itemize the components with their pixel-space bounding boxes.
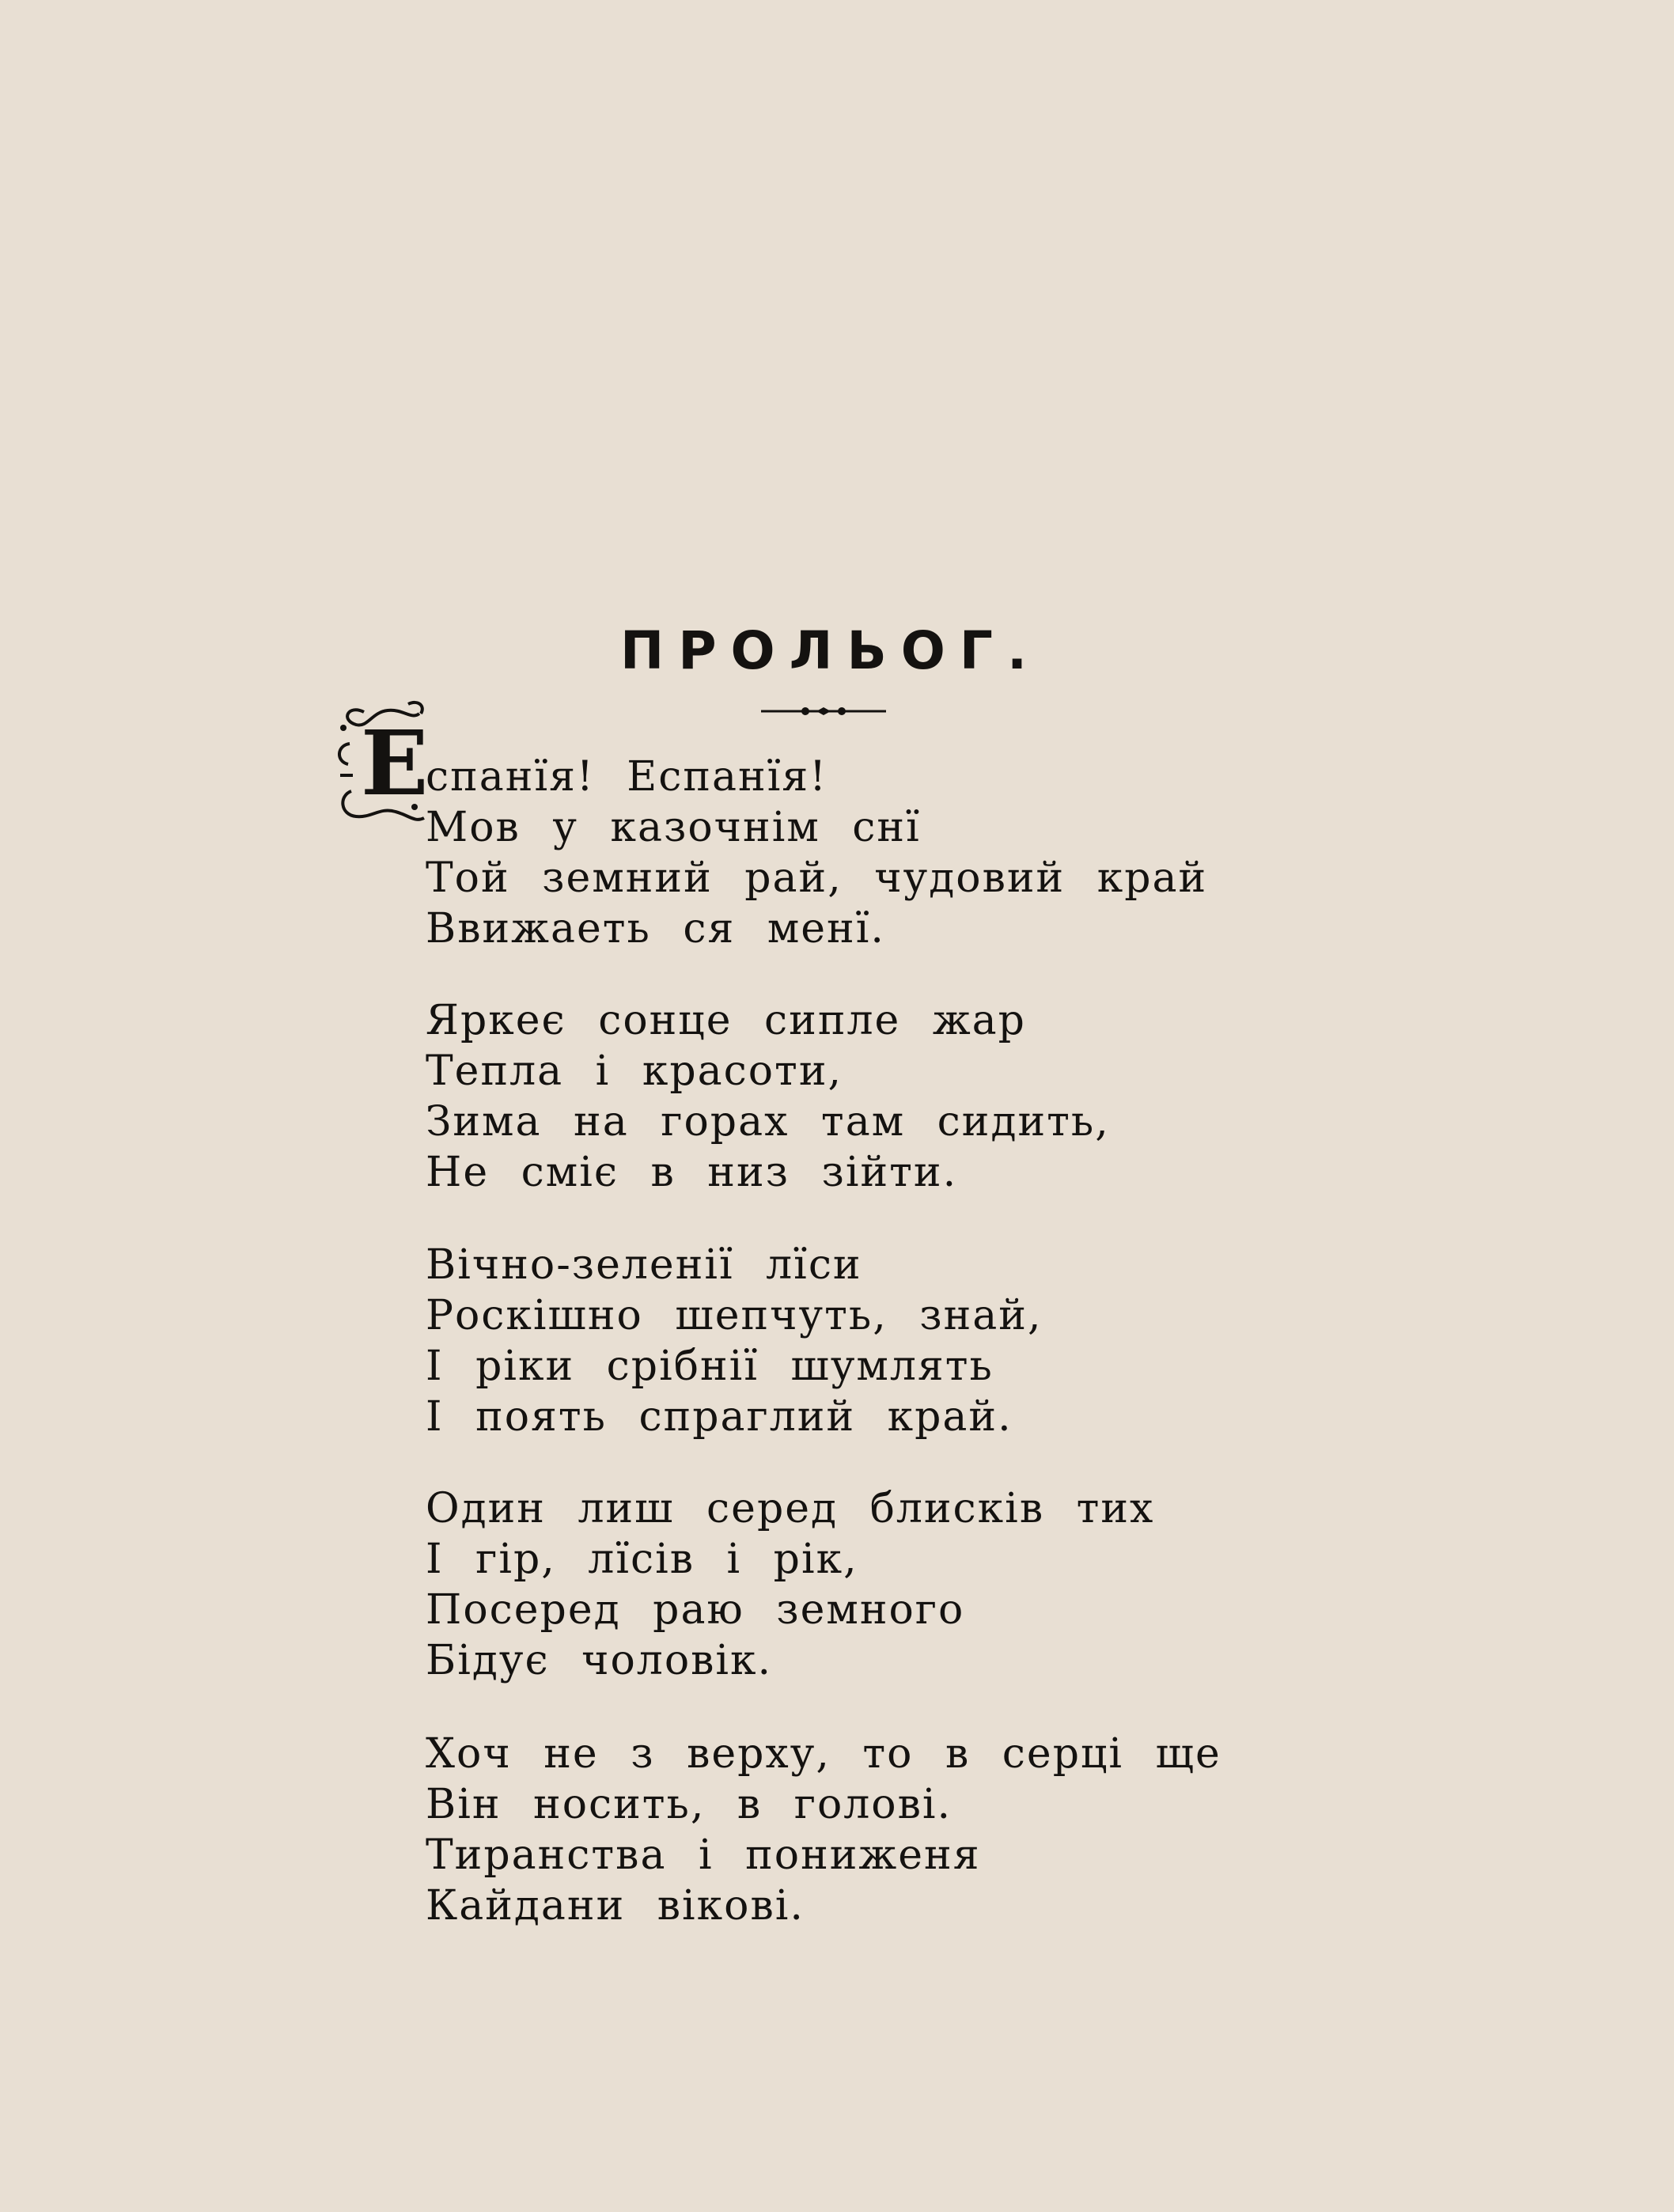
verse-line: Зима на горах там сидить, bbox=[426, 1098, 1110, 1146]
verse-line: Кайдани вікові. bbox=[426, 1882, 805, 1930]
verse-line: Роскішно шепчуть, знай, bbox=[426, 1292, 1043, 1339]
page-title: ПРОЛЬОГ. bbox=[619, 620, 1042, 681]
verse-line: І ріки срібнії шумлять bbox=[426, 1343, 994, 1390]
verse-line: Не сміє в низ зійти. bbox=[426, 1149, 958, 1196]
stanza-3 bbox=[426, 1240, 1042, 1442]
verse-line: Ввижаеть ся менї. bbox=[426, 905, 885, 953]
verse-line: Тепла і красоти, bbox=[426, 1047, 843, 1095]
title-ornament-rule bbox=[761, 706, 886, 716]
stanza-5 bbox=[426, 1729, 1221, 1931]
stanza-4 bbox=[426, 1483, 1154, 1686]
verse-line: спанїя! Еспанїя! bbox=[426, 753, 828, 801]
verse-line: Вічно-зеленії лїси bbox=[426, 1241, 862, 1289]
dropcap-letter: Е bbox=[361, 712, 429, 816]
stanza-1 bbox=[426, 752, 1207, 954]
decorative-dropcap bbox=[332, 696, 429, 831]
verse-line: Він носить, в голові. bbox=[426, 1781, 953, 1828]
verse-line: Той земний рай, чудовий край bbox=[426, 854, 1208, 902]
verse-line: Посеред раю земного bbox=[426, 1586, 965, 1634]
verse-line: І гір, лїсів і рік, bbox=[426, 1536, 858, 1583]
verse-line: Мов у казочнім снї bbox=[426, 804, 921, 851]
verse-line: Хоч не з верху, то в серці ще bbox=[426, 1730, 1221, 1778]
verse-line: Бідує чоловік. bbox=[426, 1637, 773, 1684]
verse-line: І поять спраглий край. bbox=[426, 1393, 1013, 1441]
verse-line: Один лиш серед блисків тих bbox=[426, 1485, 1155, 1532]
verse-line: Яркеє сонце сипле жар bbox=[426, 997, 1026, 1044]
stanza-2 bbox=[426, 995, 1110, 1198]
verse-line: Тиранства і пониженя bbox=[426, 1831, 981, 1879]
